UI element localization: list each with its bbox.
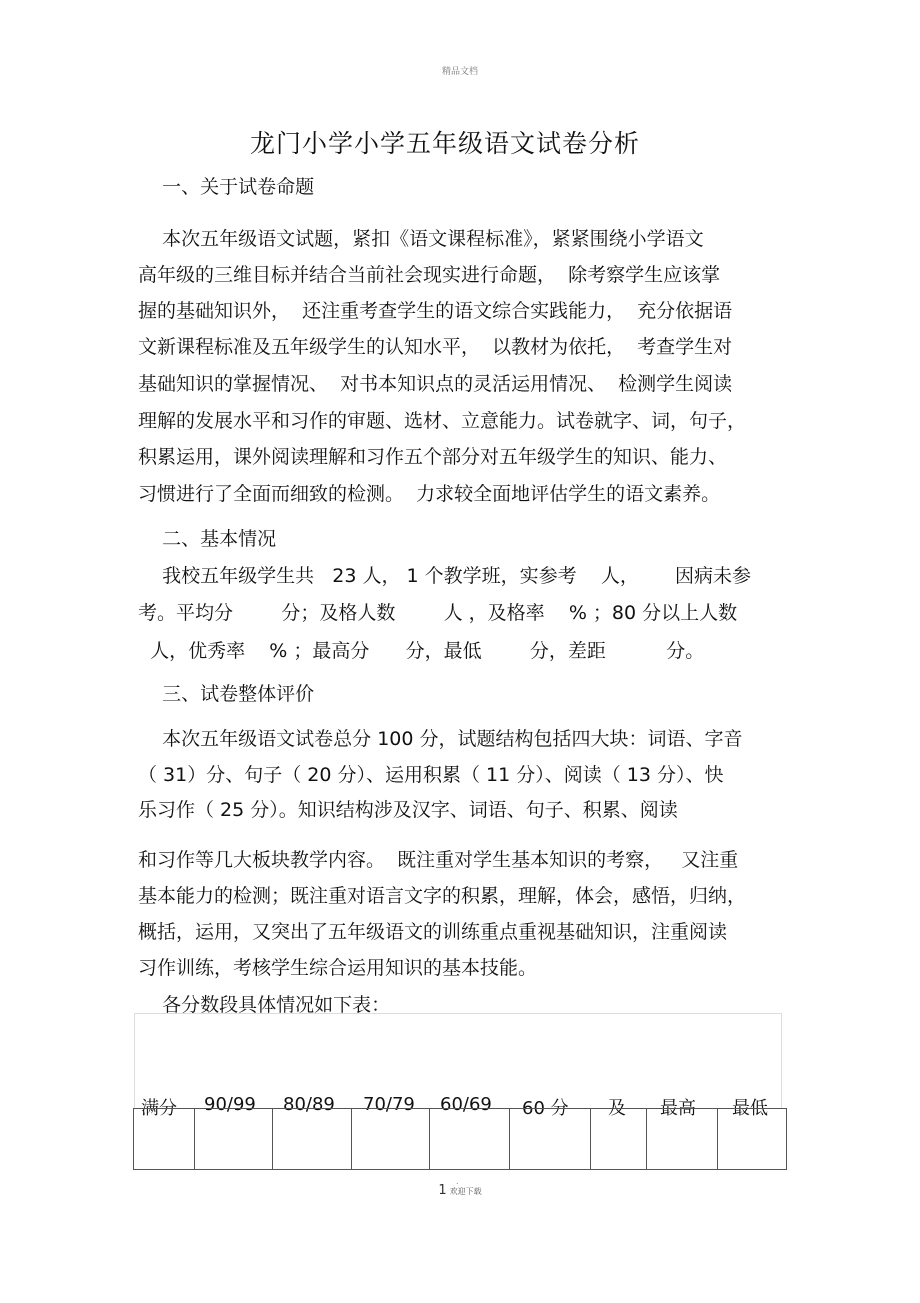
para-2-line-3: 人，优秀率 % ；最高分 分，最低 分，差距 分。	[138, 640, 705, 662]
page-footer	[0, 1177, 920, 1198]
para-1-line-2: 高年级的三维目标并结合当前社会现实进行命题， 除考察学生应该掌	[138, 264, 721, 286]
para-3-line-3: 乐习作（ 25 分）。知识结构涉及汉字、词语、句子、积累、阅读	[138, 799, 678, 821]
section-2-heading: 二、基本情况	[138, 528, 277, 550]
section-3-heading: 三、试卷整体评价	[138, 683, 315, 705]
score-table-row	[133, 1108, 787, 1170]
table-header-cell: 70/79	[363, 1094, 415, 1115]
table-cell	[272, 1109, 351, 1169]
footer-dot: .	[456, 1177, 459, 1186]
table-header-cell: 80/89	[283, 1094, 335, 1115]
table-header-cell: 最低	[732, 1098, 768, 1119]
table-header-cell: 满分	[141, 1098, 177, 1119]
footer-text: 欢迎下载	[449, 1187, 482, 1196]
para-4-line-1: 和习作等几大板块教学内容。 既注重对学生基本知识的考察， 又注重	[138, 849, 739, 871]
para-1-line-8: 习惯进行了全面而细致的检测。 力求较全面地评估学生的语文素养。	[138, 483, 721, 505]
table-header-cell: 最高	[660, 1098, 696, 1119]
para-3-line-2: （ 31）分、句子（ 20 分）、运用积累（ 11 分）、阅读（ 13 分）、快	[138, 764, 724, 786]
table-cell	[509, 1109, 590, 1169]
para-1-line-1: 本次五年级语文试题，紧扣《语文课程标准》，紧紧围绕小学语文	[138, 228, 704, 250]
para-1-line-7: 积累运用，课外阅读理解和习作五个部分对五年级学生的知识、能力、	[138, 446, 728, 468]
page-title: 龙门小学小学五年级语文试卷分析	[249, 129, 640, 158]
para-3-line-1: 本次五年级语文试卷总分 100 分，试题结构包括四大块：词语、字音	[138, 728, 743, 750]
para-4-line-4: 习作训练，考核学生综合运用知识的基本技能。	[138, 957, 538, 979]
table-cell	[646, 1109, 717, 1169]
table-header-cell: 60 分	[522, 1098, 569, 1119]
table-intro: 各分数段具体情况如下表：	[138, 994, 391, 1016]
table-cell	[590, 1109, 646, 1169]
para-1-line-6: 理解的发展水平和习作的审题、选材、立意能力。试卷就字、词，句子，	[138, 410, 747, 432]
header-note: 精品文档	[441, 67, 478, 77]
table-header-cell: 90/99	[204, 1094, 256, 1115]
para-2-line-2: 考。平均分 分；及格人数 人 ，及格率 % ；80 分以上人数	[138, 602, 738, 624]
page-number: 1	[438, 1183, 447, 1198]
table-cell	[351, 1109, 429, 1169]
para-4-line-2: 基本能力的检测；既注重对语言文字的积累，理解，体会，感悟，归纳，	[138, 885, 747, 907]
para-1-line-5: 基础知识的掌握情况、 对书本知识点的灵活运用情况、 检测学生阅读	[138, 373, 733, 395]
table-header-cell: 60/69	[440, 1094, 492, 1115]
table-cell	[133, 1109, 194, 1169]
table-cell	[717, 1109, 787, 1169]
para-1-line-3: 握的基础知识外， 还注重考查学生的语文综合实践能力， 充分依据语	[138, 300, 733, 322]
para-1-line-4: 文新课程标准及五年级学生的认知水平， 以教材为依托， 考查学生对	[138, 336, 733, 358]
table-cell	[194, 1109, 272, 1169]
table-cell	[429, 1109, 509, 1169]
table-header-cell: 及	[608, 1098, 626, 1119]
para-4-line-3: 概括，运用，又突出了五年级语文的训练重点重视基础知识，注重阅读	[138, 921, 728, 943]
para-2-line-1: 我校五年级学生共 23 人， 1 个教学班，实参考 人， 因病未参	[138, 565, 752, 587]
section-1-heading: 一、关于试卷命题	[138, 176, 315, 198]
